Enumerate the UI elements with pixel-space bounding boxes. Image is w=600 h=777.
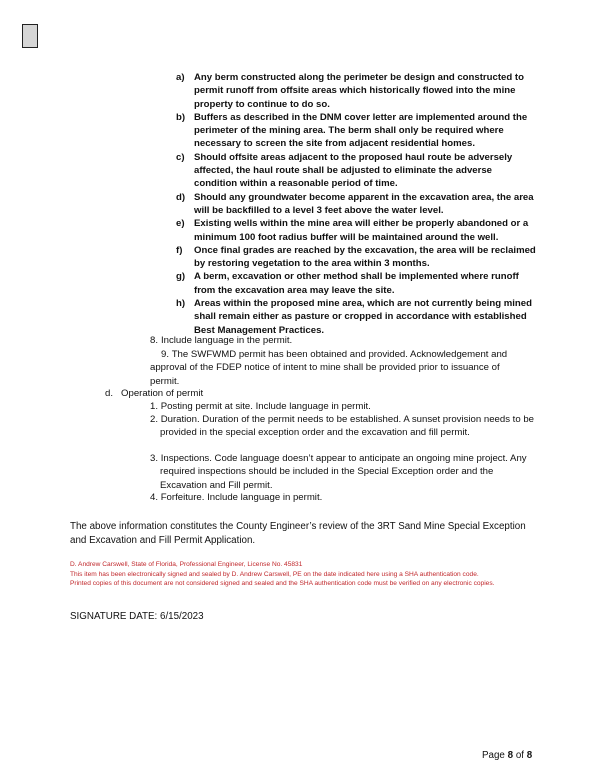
list-item: 4. Forfeiture. Include language in permit. [150,492,323,503]
list-item: a) Any berm constructed along the perimeter be design and constructed to permit runoff from offsite areas which historically flowed into the mine property to continue to do so. [176,72,524,110]
page-number: Page 8 of 8 [482,750,533,761]
list-item: 1. Posting permit at site. Include language in permit. [150,401,371,412]
list-item: b) Buffers as described in the DNM cover letter are implemented around the perimeter of the mining area. The berm shall only be required where necessary to screen the site from adjacent residential homes. [176,111,528,150]
list-item: 2. Duration. Duration of the permit needs to be established. A sunset provision needs to be provided in the special exception order and the excavation and fill permit. [150,414,535,439]
list-item-8: 8. Include language in the permit. [150,335,293,346]
cert-line: D. Andrew Carswell, State of Florida, Professional Engineer, License No. 45831 [70,561,303,568]
signature-date: SIGNATURE DATE: 6/15/2023 [70,611,204,622]
list-item-9: 9. The SWFWMD permit has been obtained and provided. Acknowledgement and approval of the FDEP notice of intent to mine shall be provided prior to issuance of permit. [150,349,508,387]
summary-paragraph: The above information constitutes the County Engineer’s review of the 3RT Sand Mine Special Exception and Excavation and Fill Permit Application. [70,521,526,546]
list-item: 3. Inspections. Code language doesn’t appear to anticipate an ongoing mine project. Any required inspections should be included in the Special Exception order and the Excavation and Fill permit. [150,453,527,491]
certification-block [70,560,540,589]
section-heading-operation: d. Operation of permit [105,388,204,399]
alpha-list [176,71,536,337]
list-item: c) Should offsite areas adjacent to the proposed haul route be adversely affected, the haul route shall be adjusted to eliminate the adverse condition within a reasonable period of time. [176,151,513,190]
list-item: h) Areas within the proposed mine area, which are not currently being mined shall remain either as pasture or cropped in accordance with established Best Management Practices. [176,298,532,336]
list-item: e) Existing wells within the mine area will either be properly abandoned or a minimum 100 foot radius buffer will be maintained around the well. [176,218,529,243]
corner-box-icon [22,24,38,48]
list-item: g) A berm, excavation or other method shall be implemented where runoff from the excavation area may leave the site. [176,271,519,296]
cert-line: This item has been electronically signed and sealed by D. Andrew Carswell, PE on the date indicated here using a SHA authentication code. [70,570,479,578]
cert-line: Printed copies of this document are not considered signed and sealed and the SHA authentication code must be verified on any electronic copies. [70,580,495,588]
list-item: d) Should any groundwater become apparent in the excavation area, the area will be backfilled to a level 3 feet above the water level. [176,191,534,216]
list-item: f) Once final grades are reached by the excavation, the area will be reclaimed by restoring vegetation to the area within 3 months. [176,244,536,270]
